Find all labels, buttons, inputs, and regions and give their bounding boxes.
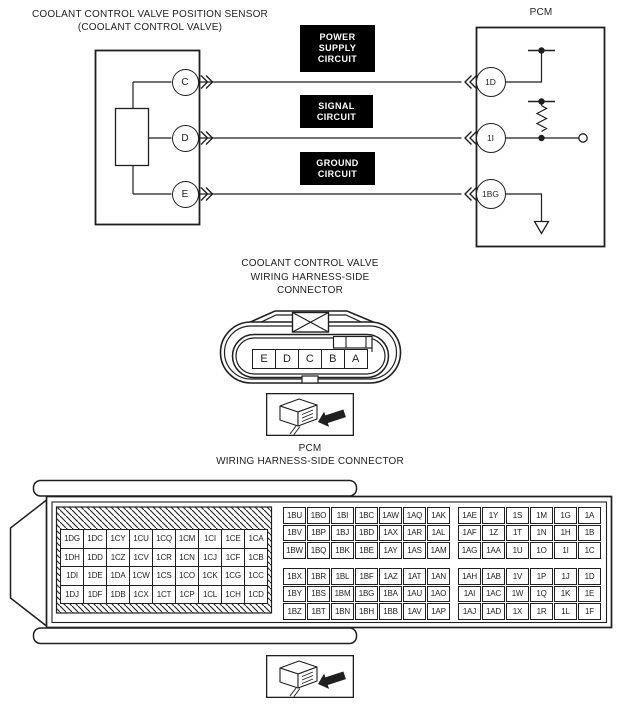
sensor-pin-d: D [172, 125, 199, 152]
pin-1DI: 1DI [61, 567, 83, 585]
pin-1CE: 1CE [222, 530, 244, 548]
pcm-pin-grid-right-lower [458, 568, 601, 620]
pin-1BJ: 1BJ [331, 525, 354, 542]
pin-1C: 1C [578, 542, 601, 559]
pin-1AD: 1AD [482, 603, 505, 620]
pin-1BC: 1BC [355, 507, 378, 524]
circuit-box-text: SIGNAL [318, 100, 355, 111]
pin-1BU: 1BU [283, 507, 306, 524]
pin-1CZ: 1CZ [107, 549, 129, 567]
pin-1CH: 1CH [222, 586, 244, 604]
pin-1Z: 1Z [482, 525, 505, 542]
pin-1U: 1U [506, 542, 529, 559]
pin-1CK: 1CK [199, 567, 221, 585]
pin-1CC: 1CC [245, 567, 267, 585]
pcm-pin-grid-middle-lower [283, 568, 450, 620]
pin-1CS: 1CS [153, 567, 175, 585]
pin-1AR: 1AR [403, 525, 426, 542]
pin-1CR: 1CR [153, 549, 175, 567]
pin-1CP: 1CP [176, 586, 198, 604]
valve-connector-title-line2: WIRING HARNESS-SIDE [250, 271, 370, 283]
pin-B: B [321, 349, 345, 369]
pin-1DF: 1DF [84, 586, 106, 604]
pin-1M: 1M [530, 507, 553, 524]
pin-1DA: 1DA [107, 567, 129, 585]
pin-1CF: 1CF [222, 549, 244, 567]
pin-1F: 1F [578, 603, 601, 620]
pin-1BX: 1BX [283, 568, 306, 585]
pin-1I: 1I [554, 542, 577, 559]
pin-1BI: 1BI [331, 507, 354, 524]
pin-1CG: 1CG [222, 567, 244, 585]
pin-1BF: 1BF [355, 568, 378, 585]
pin-1BQ: 1BQ [307, 542, 330, 559]
pin-1AY: 1AY [379, 542, 402, 559]
pin-1CJ: 1CJ [199, 549, 221, 567]
pin-1W: 1W [506, 586, 529, 603]
latch-bar-top [34, 481, 357, 497]
pin-1AG: 1AG [458, 542, 481, 559]
pin-1CV: 1CV [130, 549, 152, 567]
signal-output-terminal [579, 134, 587, 142]
pcm-connector-title-line1: PCM [298, 443, 322, 454]
pin-1AO: 1AO [427, 586, 450, 603]
pin-1BM: 1BM [331, 586, 354, 603]
pin-1BS: 1BS [307, 586, 330, 603]
pin-1G: 1G [554, 507, 577, 524]
pin-1AL: 1AL [427, 525, 450, 542]
pin-1AH: 1AH [458, 568, 481, 585]
pcm-internal-power [505, 47, 555, 82]
pcm-pin-1d: 1D [476, 67, 506, 97]
pin-1CL: 1CL [199, 586, 221, 604]
pin-1BV: 1BV [283, 525, 306, 542]
ground-symbol [535, 222, 549, 234]
pin-1DB: 1DB [107, 586, 129, 604]
keyway-box [293, 313, 329, 333]
pin-1BW: 1BW [283, 542, 306, 559]
pin-A: A [344, 349, 368, 369]
sensor-title-line1: COOLANT CONTROL VALVE POSITION SENSOR [32, 9, 268, 20]
pcm-pin-grid-middle-upper [283, 507, 450, 559]
circuit-box-text: SUPPLY [318, 43, 357, 53]
pin-1AS: 1AS [403, 542, 426, 559]
pin-1BK: 1BK [331, 542, 354, 559]
pin-1Y: 1Y [482, 507, 505, 524]
signal-circuit-box [300, 95, 373, 128]
pin-1CT: 1CT [153, 586, 175, 604]
pin-1BH: 1BH [355, 603, 378, 620]
valve-connector-title-line1: COOLANT CONTROL VALVE [241, 258, 379, 269]
sensor-pin-c: C [172, 69, 199, 96]
pin-1S: 1S [506, 507, 529, 524]
pcm-internal-ground [505, 194, 549, 234]
pcm-title-label: PCM [529, 7, 553, 18]
pin-1AM: 1AM [427, 542, 450, 559]
pullup-resistor [537, 102, 547, 132]
sensor-pin-e: E [172, 181, 199, 208]
pin-1CN: 1CN [176, 549, 198, 567]
pin-1V: 1V [506, 568, 529, 585]
ground-circuit-box [300, 152, 375, 185]
circuit-box-text: GROUND [316, 157, 359, 168]
pcm-pin-1i: 1I [476, 123, 506, 153]
pin-1BG: 1BG [355, 586, 378, 603]
pin-1DH: 1DH [61, 549, 83, 567]
pcm-internal-signal [505, 98, 587, 142]
pin-1AN: 1AN [427, 568, 450, 585]
pin-1BB: 1BB [379, 603, 402, 620]
inline-connector-chevrons-pcm [465, 76, 477, 201]
pin-1BA: 1BA [379, 586, 402, 603]
pin-1J: 1J [554, 568, 577, 585]
pin-1AX: 1AX [379, 525, 402, 542]
pin-1DD: 1DD [84, 549, 106, 567]
pin-1CM: 1CM [176, 530, 198, 548]
circuit-box-text: CIRCUIT [316, 111, 357, 122]
pcm-pin-1bg: 1BG [476, 179, 506, 209]
pin-1BP: 1BP [307, 525, 330, 542]
circuit-box-text: CIRCUIT [317, 54, 358, 64]
pcm-pin-grid-left [60, 529, 268, 604]
circuit-box-text: POWER [319, 32, 356, 42]
pin-1AZ: 1AZ [379, 568, 402, 585]
pin-1N: 1N [530, 525, 553, 542]
pin-1E: 1E [578, 586, 601, 603]
pin-1AE: 1AE [458, 507, 481, 524]
latch-bar-bottom [34, 628, 357, 644]
pcm-connector-title-line2: WIRING HARNESS-SIDE CONNECTOR [216, 455, 404, 467]
pin-C: C [298, 349, 322, 369]
pin-1BE: 1BE [355, 542, 378, 559]
pin-1B: 1B [578, 525, 601, 542]
pin-1AP: 1AP [427, 603, 450, 620]
pin-1CD: 1CD [245, 586, 267, 604]
pin-1L: 1L [554, 603, 577, 620]
valve-connector-drawing [221, 311, 401, 383]
circuit-box-text: CIRCUIT [317, 168, 358, 179]
pin-1DG: 1DG [61, 530, 83, 548]
pin-1CX: 1CX [130, 586, 152, 604]
pcm-connector-title [160, 443, 460, 468]
pin-1DE: 1DE [84, 567, 106, 585]
pin-1X: 1X [506, 603, 529, 620]
pin-1AB: 1AB [482, 568, 505, 585]
pin-1AU: 1AU [403, 586, 426, 603]
sensor-title-line2: (COOLANT CONTROL VALVE) [77, 21, 223, 33]
pin-1BT: 1BT [307, 603, 330, 620]
pin-1A: 1A [578, 507, 601, 524]
pin-1BN: 1BN [331, 603, 354, 620]
pin-1BD: 1BD [355, 525, 378, 542]
pin-1BL: 1BL [331, 568, 354, 585]
pin-1BY: 1BY [283, 586, 306, 603]
pcm-pin-grid-right-upper [458, 507, 601, 559]
pin-1DC: 1DC [84, 530, 106, 548]
connector-bottom-notch [302, 376, 318, 383]
pin-1O: 1O [530, 542, 553, 559]
pin-1BO: 1BO [307, 507, 330, 524]
pin-E: E [252, 349, 276, 369]
pin-1CO: 1CO [176, 567, 198, 585]
pin-1BR: 1BR [307, 568, 330, 585]
valve-connector-title [210, 257, 410, 298]
pin-1AJ: 1AJ [458, 603, 481, 620]
pin-1CW: 1CW [130, 567, 152, 585]
pin-1AI: 1AI [458, 586, 481, 603]
pin-1CU: 1CU [130, 530, 152, 548]
pin-1AF: 1AF [458, 525, 481, 542]
pin-1R: 1R [530, 603, 553, 620]
pin-1AK: 1AK [427, 507, 450, 524]
pin-1D: 1D [578, 568, 601, 585]
connector-side-wedge [11, 500, 47, 626]
pin-1DJ: 1DJ [61, 586, 83, 604]
pin-1T: 1T [506, 525, 529, 542]
pin-1CQ: 1CQ [153, 530, 175, 548]
pin-1P: 1P [530, 568, 553, 585]
pin-1AA: 1AA [482, 542, 505, 559]
pin-1H: 1H [554, 525, 577, 542]
pin-D: D [275, 349, 299, 369]
valve-connector-view-icon [267, 394, 354, 436]
pin-1AV: 1AV [403, 603, 426, 620]
power-supply-circuit-box [300, 25, 375, 72]
valve-connector-pin-strip [252, 349, 368, 369]
pin-1CB: 1CB [245, 549, 267, 567]
pin-1CA: 1CA [245, 530, 267, 548]
pin-1Q: 1Q [530, 586, 553, 603]
valve-connector-title-line3: CONNECTOR [276, 285, 344, 296]
sensor-element [116, 109, 149, 166]
pin-1AC: 1AC [482, 586, 505, 603]
pcm-connector-view-icon [267, 656, 354, 698]
pin-1CY: 1CY [107, 530, 129, 548]
pin-1K: 1K [554, 586, 577, 603]
sensor-title [8, 9, 292, 34]
pin-1AT: 1AT [403, 568, 426, 585]
pin-1AQ: 1AQ [403, 507, 426, 524]
pin-1CI: 1CI [199, 530, 221, 548]
pin-1BZ: 1BZ [283, 603, 306, 620]
pin-1AW: 1AW [379, 507, 402, 524]
